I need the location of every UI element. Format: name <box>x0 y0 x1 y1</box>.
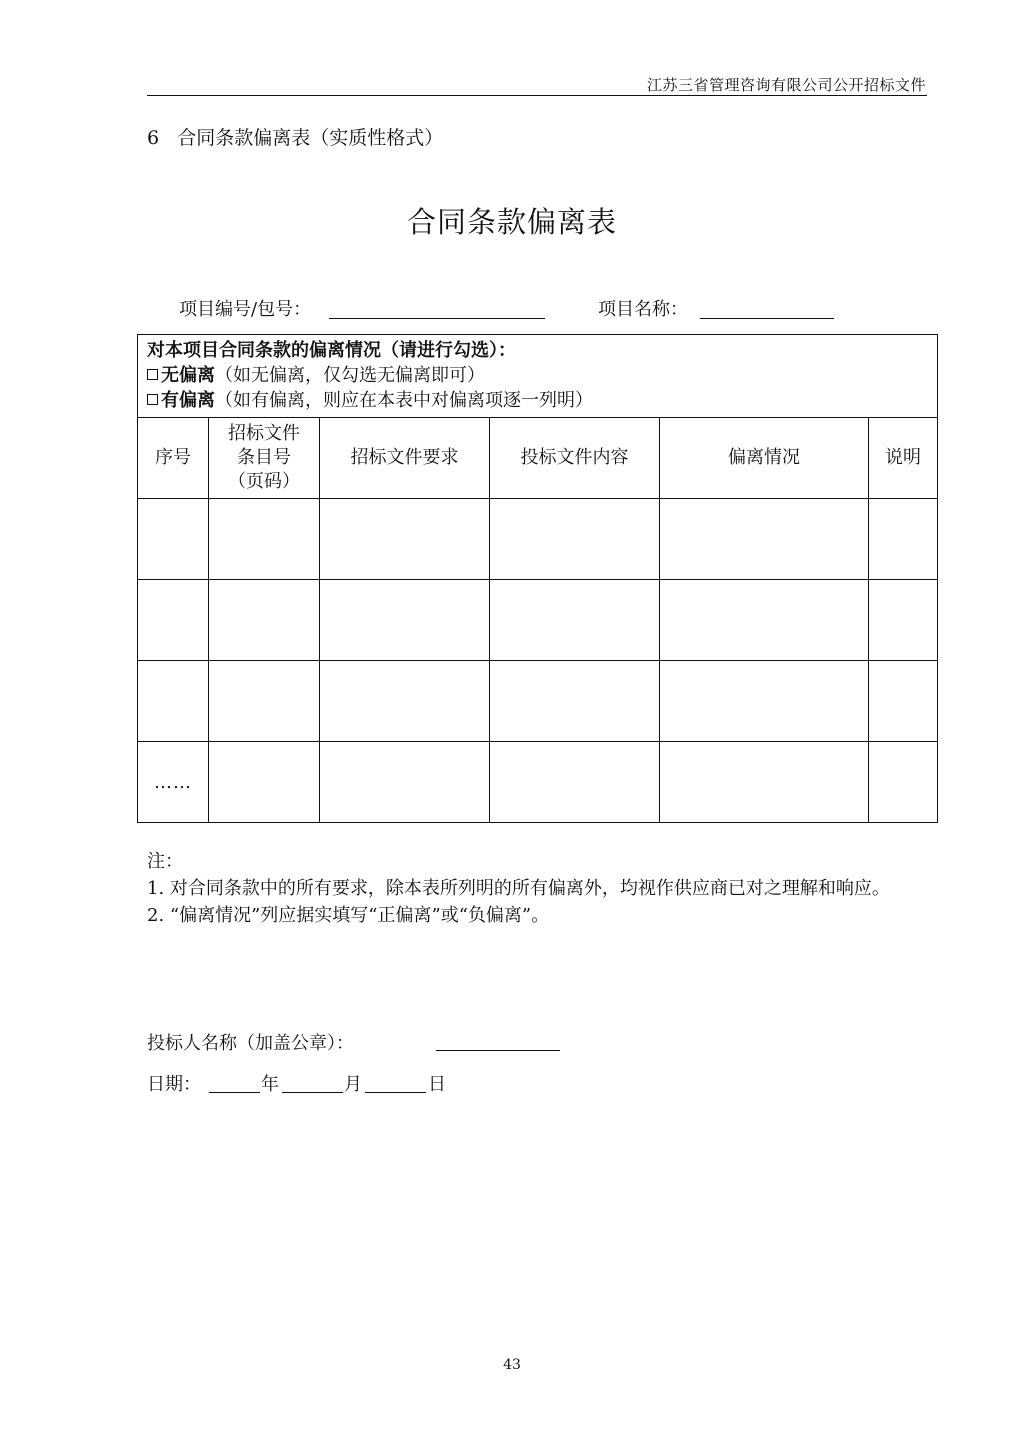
col-header-requirement: 招标文件要求 <box>320 418 490 499</box>
day-label: 日 <box>428 1074 446 1095</box>
col-header-deviation: 偏离情况 <box>660 418 869 499</box>
table-cell[interactable] <box>869 661 938 742</box>
col-header-clause-line2: 条目号 <box>237 447 291 468</box>
table-cell[interactable] <box>209 742 320 823</box>
col-header-seq: 序号 <box>138 418 209 499</box>
no-deviation-label: 无偏离 <box>161 365 215 386</box>
table-row <box>138 742 938 823</box>
has-deviation-checkbox[interactable] <box>147 394 158 405</box>
page-number: 43 <box>503 1357 521 1373</box>
ellipsis-cell: …… <box>138 742 209 823</box>
document-title: 合同条款偏离表 <box>406 205 617 239</box>
col-header-clause-line3: （页码） <box>228 471 300 492</box>
col-header-note: 说明 <box>869 418 938 499</box>
table-cell[interactable] <box>138 580 209 661</box>
table-cell[interactable] <box>209 661 320 742</box>
note-item-2: 2. “偏离情况”列应据实填写“正偏离”或“负偏离”。 <box>147 905 550 926</box>
has-deviation-hint: （如有偏离，则应在本表中对偏离项逐一列明） <box>215 390 593 411</box>
table-cell[interactable] <box>869 742 938 823</box>
table-cell[interactable] <box>869 580 938 661</box>
table-cell[interactable] <box>660 499 869 580</box>
day-field[interactable] <box>365 1092 426 1093</box>
table-cell[interactable] <box>138 499 209 580</box>
project-name-label: 项目名称： <box>598 299 688 320</box>
notes-section <box>147 848 937 929</box>
has-deviation-label: 有偏离 <box>161 390 215 411</box>
table-row <box>138 661 938 742</box>
notes-label: 注： <box>147 851 183 872</box>
section-title: 6 合同条款偏离表（实质性格式） <box>147 127 444 149</box>
project-number-label: 项目编号/包号： <box>179 299 312 320</box>
table-cell[interactable] <box>660 742 869 823</box>
bidder-name-field[interactable] <box>436 1050 560 1051</box>
year-field[interactable] <box>209 1092 260 1093</box>
col-header-clause-line1: 招标文件 <box>228 423 300 444</box>
table-cell[interactable] <box>138 661 209 742</box>
deviation-intro-cell <box>138 335 938 418</box>
project-number-field[interactable] <box>329 318 545 319</box>
header-rule <box>147 95 927 96</box>
col-header-clause <box>209 418 320 499</box>
year-label: 年 <box>261 1074 279 1095</box>
table-cell[interactable] <box>660 580 869 661</box>
table-cell[interactable] <box>320 742 490 823</box>
no-deviation-checkbox[interactable] <box>147 369 158 380</box>
deviation-table <box>137 334 938 823</box>
date-label: 日期： <box>147 1074 201 1095</box>
col-header-bid-content: 投标文件内容 <box>490 418 660 499</box>
project-name-field[interactable] <box>700 318 834 319</box>
table-cell[interactable] <box>869 499 938 580</box>
month-label: 月 <box>344 1074 362 1095</box>
table-cell[interactable] <box>320 661 490 742</box>
table-cell[interactable] <box>490 499 660 580</box>
no-deviation-hint: （如无偏离，仅勾选无偏离即可） <box>215 365 485 386</box>
table-cell[interactable] <box>209 499 320 580</box>
table-cell[interactable] <box>490 661 660 742</box>
header-company: 江苏三省管理咨询有限公司公开招标文件 <box>646 76 926 94</box>
note-item-1: 1. 对合同条款中的所有要求，除本表所列明的所有偏离外，均视作供应商已对之理解和响应。 <box>147 878 890 899</box>
table-cell[interactable] <box>320 499 490 580</box>
table-cell[interactable] <box>660 661 869 742</box>
table-cell[interactable] <box>320 580 490 661</box>
table-cell[interactable] <box>490 742 660 823</box>
intro-heading: 对本项目合同条款的偏离情况（请进行勾选）： <box>147 340 516 361</box>
table-cell[interactable] <box>490 580 660 661</box>
table-row <box>138 580 938 661</box>
table-header-row <box>138 418 938 499</box>
month-field[interactable] <box>282 1092 343 1093</box>
table-cell[interactable] <box>209 580 320 661</box>
bidder-name-label: 投标人名称（加盖公章）： <box>147 1033 354 1054</box>
table-row <box>138 499 938 580</box>
